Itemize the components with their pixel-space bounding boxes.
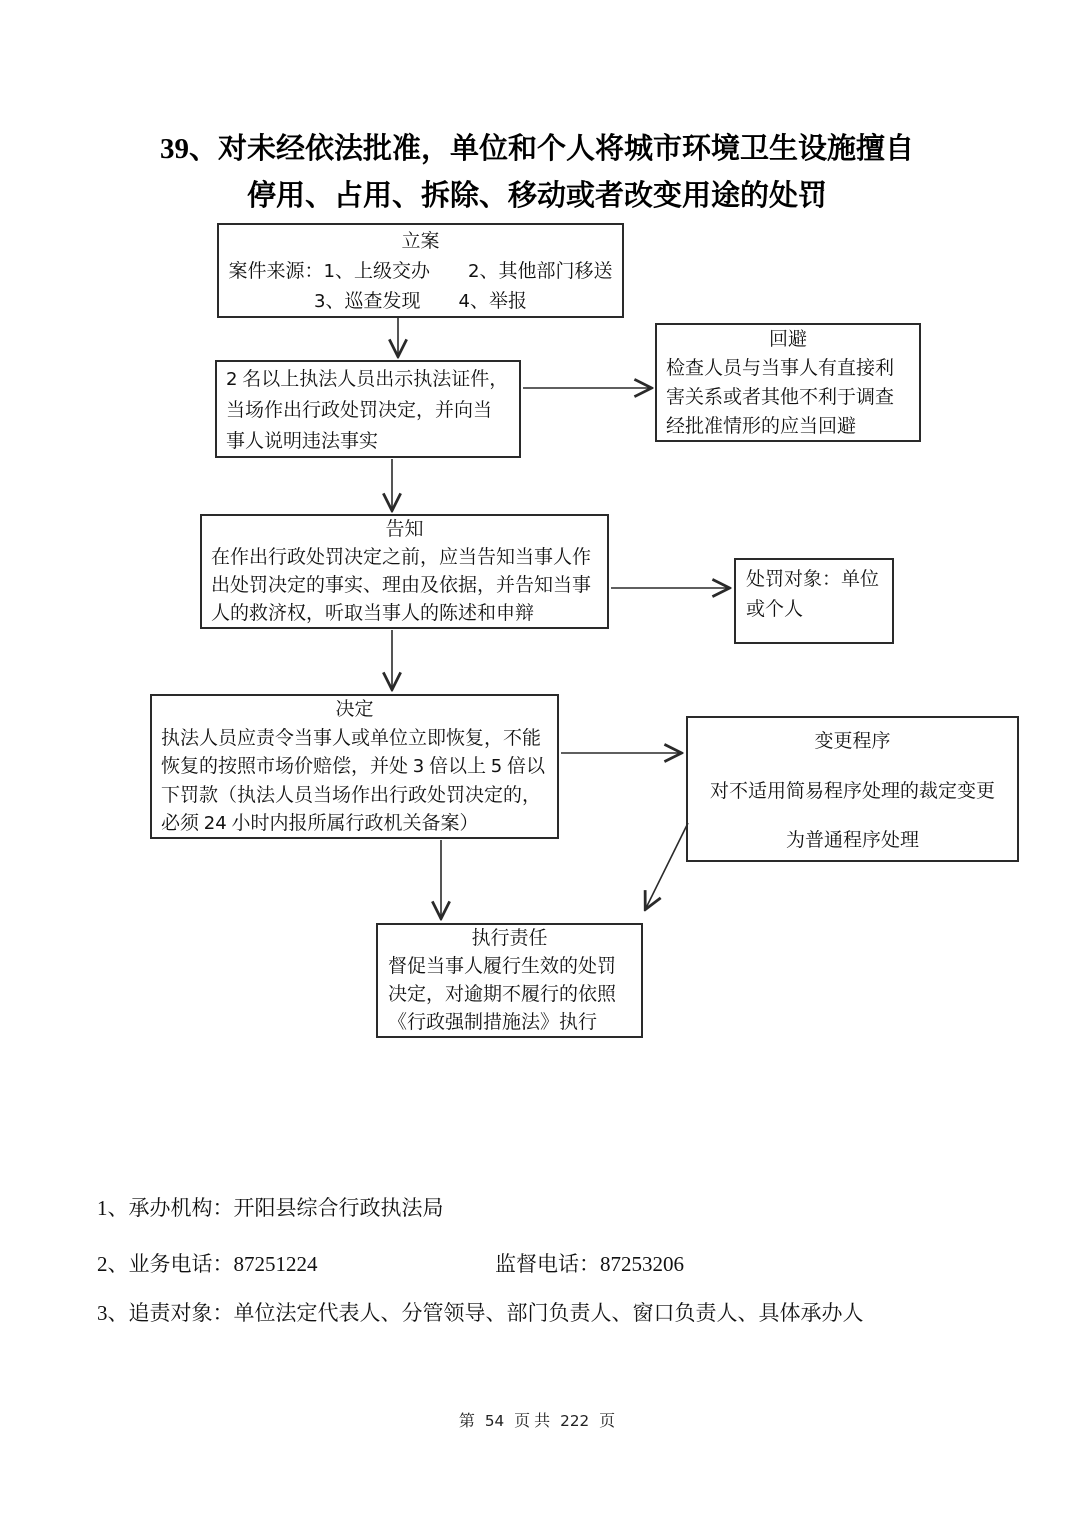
footer-page-number: 54 [484, 1412, 505, 1430]
filing-box-sources-line1: 案件来源：1、上级交办 2、其他部门移送 [228, 261, 613, 282]
filing-box-sources-line2: 3、巡查发现 4、举报 [314, 291, 527, 312]
enforcement-box [376, 923, 643, 1038]
enforcement-box-body: 督促当事人履行生效的处罚决定，对逾期不履行的依照《行政强制措施法》执行 [388, 956, 617, 1033]
page-title [0, 126, 1074, 220]
page-title-line2: 停用、占用、拆除、移动或者改变用途的处罚 [246, 180, 827, 212]
arrow-procedure-change-to-enforcement [646, 823, 688, 908]
procedure-change-box-line2: 对不适用简易程序处理的裁定变更 [709, 780, 995, 802]
notification-box [200, 514, 609, 629]
filing-box [217, 223, 624, 318]
inspection-box-body: 2 名以上执法人员出示执法证件，当场作出行政处罚决定，并向当事人说明违法事实 [226, 369, 509, 452]
footer-middle: 页 共 [514, 1413, 551, 1430]
page-footer [0, 1408, 1074, 1431]
recusal-box-title: 回避 [768, 329, 807, 350]
page-title-line1: 39、对未经依法批准，单位和个人将城市环境卫生设施擅自 [159, 133, 914, 165]
penalty-target-box [734, 558, 894, 644]
note-agency: 1、承办机构：开阳县综合行政执法局 [97, 1196, 444, 1220]
recusal-box-body: 检查人员与当事人有直接利害关系或者其他不利于调查经批准情形的应当回避 [666, 358, 895, 437]
procedure-change-box-line3: 为普通程序处理 [785, 830, 919, 851]
footer-total-pages: 222 [560, 1412, 590, 1430]
procedure-change-box [686, 716, 1019, 862]
recusal-box [655, 323, 921, 442]
notification-box-title: 告知 [385, 519, 424, 540]
note-business-phone: 2、业务电话：87251224 [97, 1252, 318, 1276]
note-supervision-phone: 监督电话：87253206 [495, 1252, 684, 1276]
penalty-target-box-body: 处罚对象：单位或个人 [746, 569, 880, 620]
footer-prefix: 第 [458, 1413, 475, 1430]
notification-box-body: 在作出行政处罚决定之前，应当告知当事人作出处罚决定的事实、理由及依据，并告知当事人的救济权，听取当事人的陈述和申辩 [211, 547, 592, 624]
decision-box-body: 执法人员应责令当事人或单位立即恢复，不能恢复的按照市场价赔偿，并处 3 倍以上 5 倍以下罚款（执法人员当场作出行政处罚决定的，必须 24 小时内报所属行政机关备案） [161, 727, 546, 834]
enforcement-box-title: 执行责任 [471, 928, 548, 949]
decision-box-title: 决定 [335, 699, 374, 720]
footer-suffix: 页 [599, 1413, 616, 1430]
note-accountability-targets: 3、追责对象：单位法定代表人、分管领导、部门负责人、窗口负责人、具体承办人 [97, 1301, 864, 1325]
filing-box-title: 立案 [401, 231, 440, 252]
procedure-change-box-title: 变更程序 [814, 731, 891, 752]
inspection-box [215, 360, 521, 458]
decision-box [150, 694, 559, 839]
